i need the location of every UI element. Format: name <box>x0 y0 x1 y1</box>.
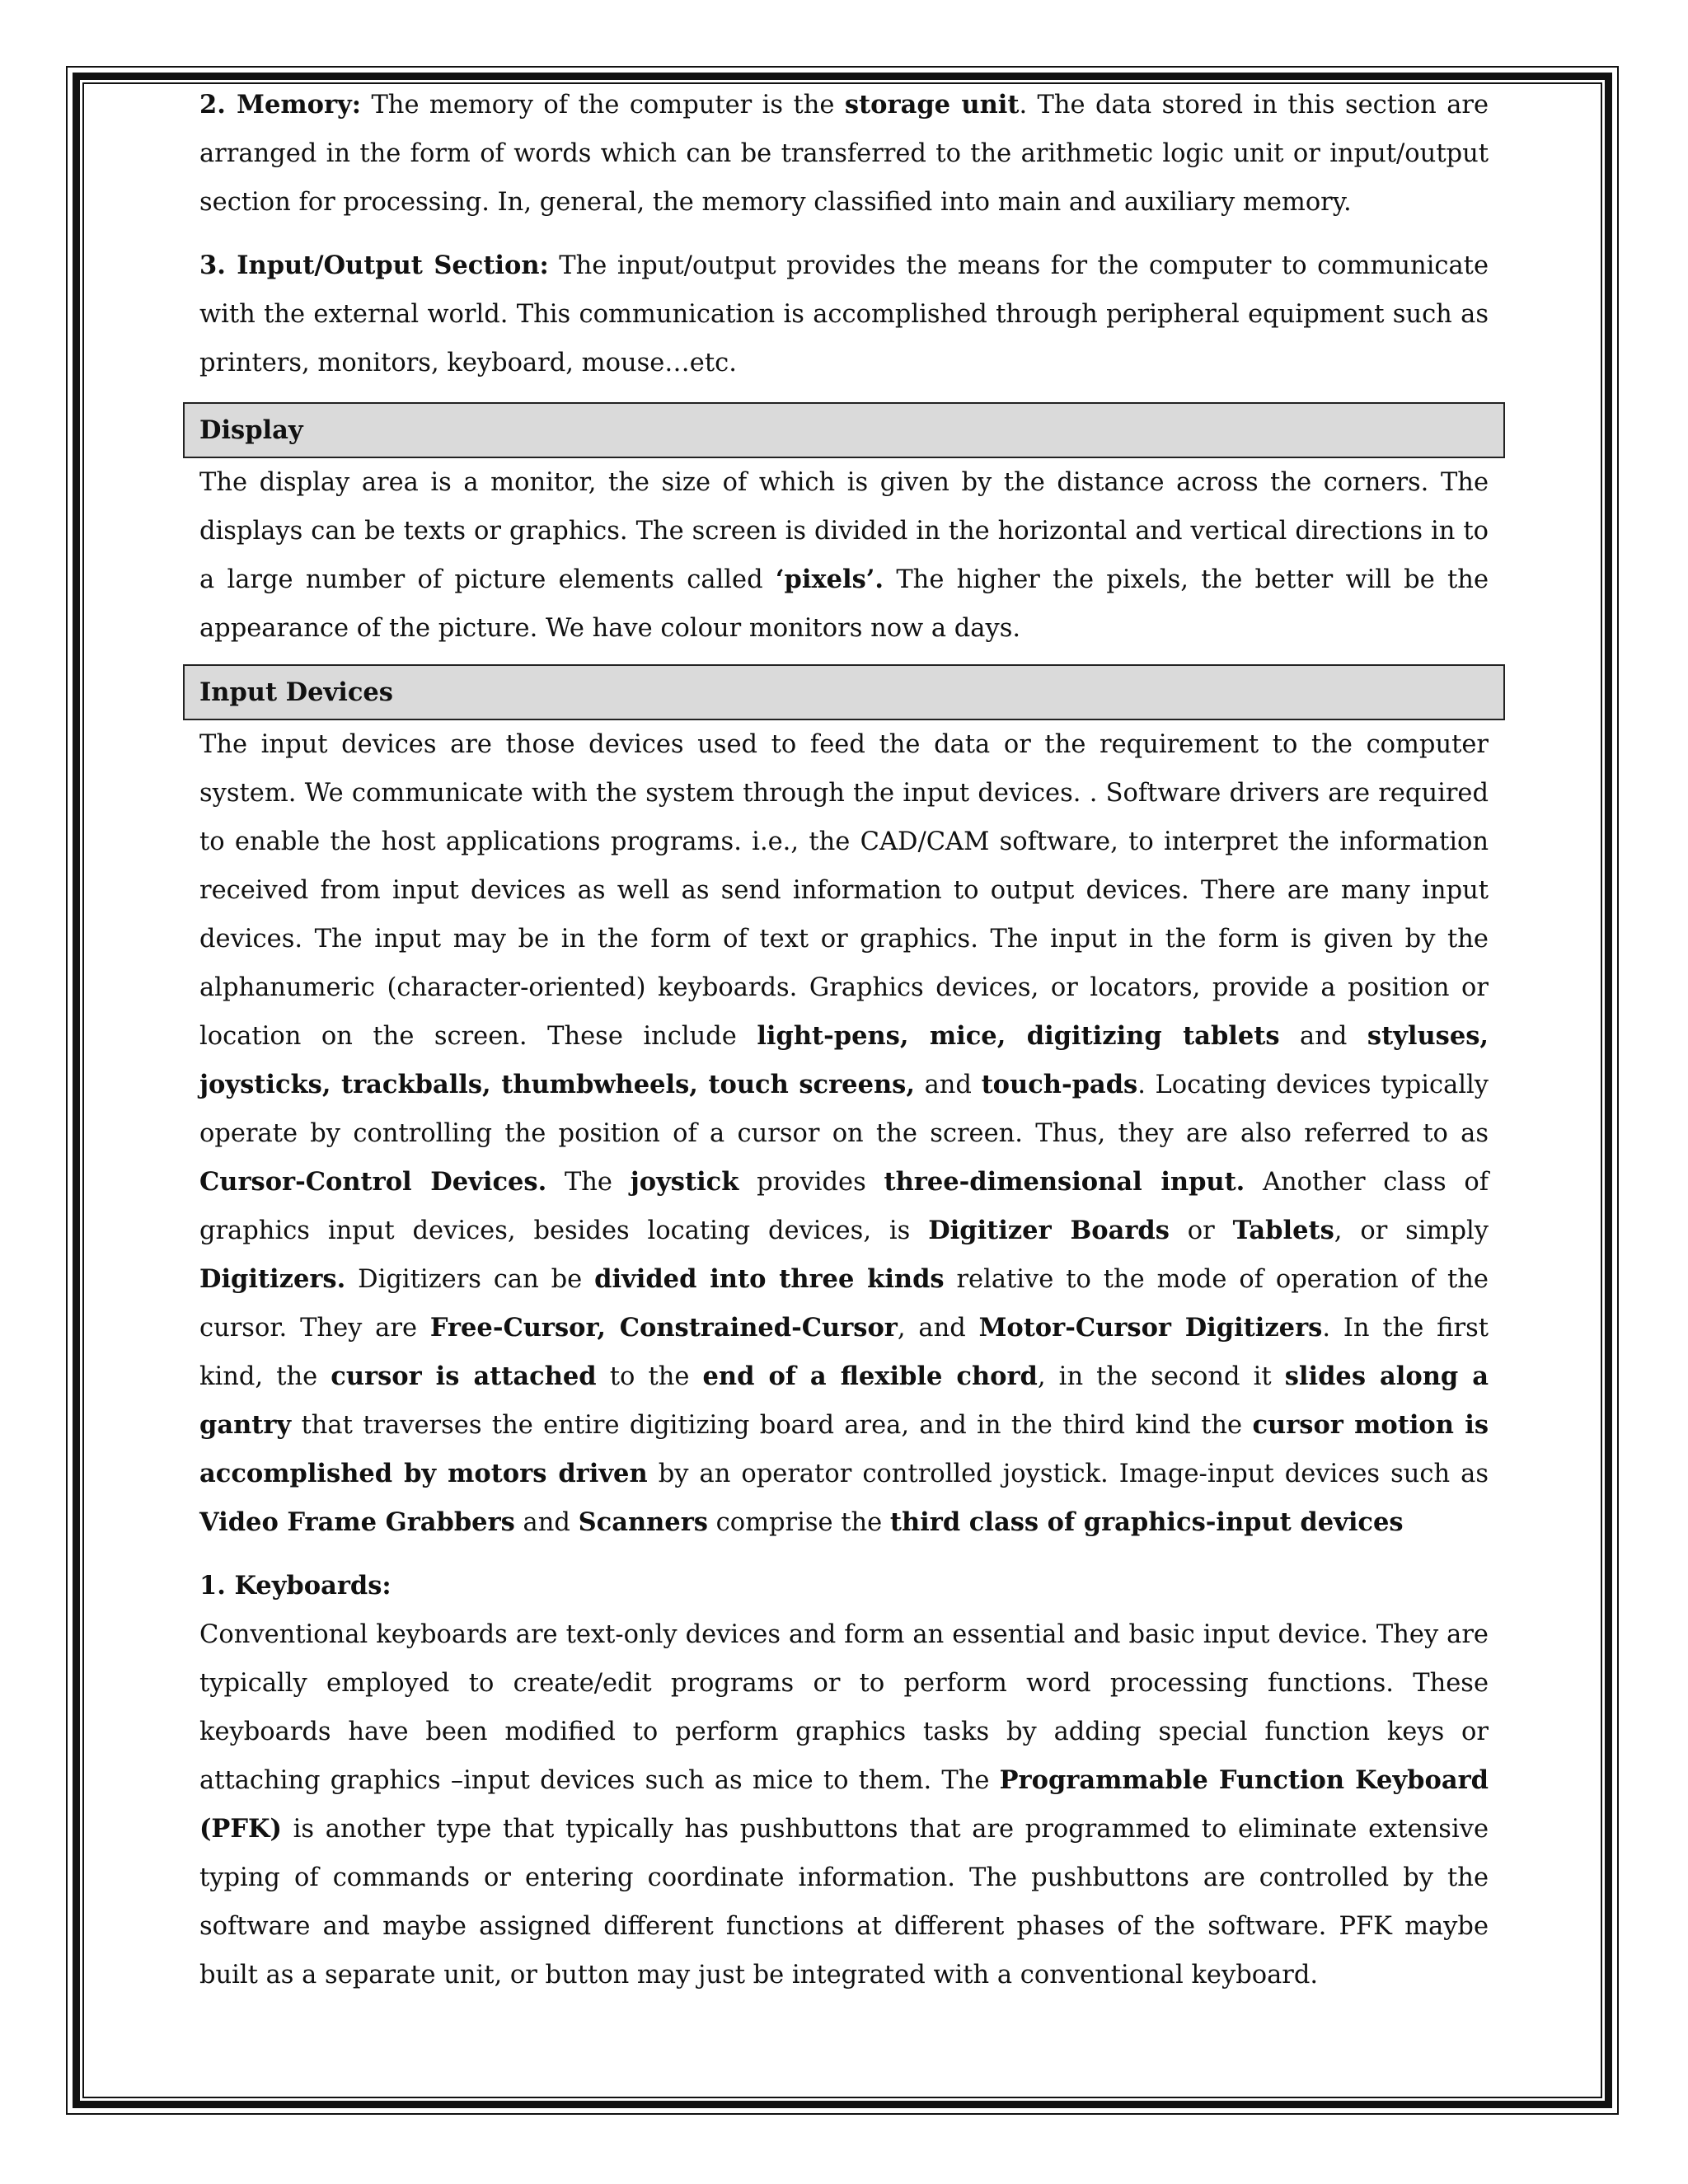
input-bold-1: light-pens, mice, digitizing tablets <box>757 1021 1280 1051</box>
memory-text-2: . The data stored in this section are arranged in the form of words which can be transferred to the arithmetic logic unit or input/output section for processing. In, general, the memory classified into main and auxiliary memory. <box>199 91 1489 217</box>
input-bold-3: touch-pads <box>981 1070 1138 1099</box>
memory-bold-storage-unit: storage unit <box>844 90 1020 120</box>
display-paragraph <box>199 458 1489 653</box>
input-text-4: . Locating devices typically operate by controlling the position of a cursor on the screen. Thus, they are also referred to as <box>199 1071 1489 1148</box>
input-text-2: and <box>1279 1022 1367 1051</box>
input-text-10: Digitizers can be <box>345 1265 595 1294</box>
display-bold-pixels: ‘pixels’. <box>775 565 884 594</box>
memory-heading: 2. Memory: <box>199 90 362 120</box>
input-text-9: , or simply <box>1334 1216 1489 1245</box>
input-bold-12: Motor-Cursor Digitizers <box>978 1313 1323 1343</box>
keyboards-paragraph <box>199 1610 1489 1999</box>
io-heading: 3. Input/Output Section: <box>199 251 549 280</box>
display-section-header: Display <box>183 402 1505 458</box>
memory-text-1: The memory of the computer is the <box>361 91 845 120</box>
input-bold-7: Digitizer Boards <box>928 1216 1170 1245</box>
input-bold-6: three-dimensional input. <box>884 1167 1245 1197</box>
io-text-1: The input/output provides the means for the computer to communicate with the external world. This communication is accomplished through peripheral equipment such as printers, monitors, keyboard, mouse…etc. <box>199 251 1489 377</box>
input-bold-11: Free-Cursor, Constrained-Cursor <box>429 1313 898 1343</box>
input-bold-2: styluses, joysticks, trackballs, thumbwheels, touch screens, <box>199 1021 1489 1099</box>
keyboards-text-1: Conventional keyboards are text-only devices and form an essential and basic input device. They are typically employed to create/edit programs or to perform word processing functions. These keyboards have been modified to perform graphics tasks by adding special function keys or attaching graphics –input devices such as mice to them. The <box>199 1620 1489 1795</box>
input-bold-8: Tablets <box>1232 1216 1334 1245</box>
input-bold-15: slides along a gantry <box>199 1361 1489 1440</box>
input-bold-17: Video Frame Grabbers <box>199 1507 515 1537</box>
input-text-3: and <box>914 1071 982 1099</box>
input-bold-16: cursor motion is accomplished by motors driven <box>199 1410 1489 1488</box>
input-bold-18: Scanners <box>578 1507 708 1537</box>
input-text-8: or <box>1169 1216 1233 1245</box>
display-text-1: The display area is a monitor, the size of which is given by the distance across the corners. The displays can be texts or graphics. The screen is divided in the horizontal and vertical directions in to a large number of picture elements called <box>199 468 1489 594</box>
input-text-7: Another class of graphics input devices, besides locating devices, is <box>199 1168 1489 1245</box>
input-text-14: to the <box>596 1362 703 1391</box>
input-text-1: The input devices are those devices used to feed the data or the requirement to the computer system. We communicate with the system through the input devices. . Software drivers are required to enable the host applications programs. i.e., the CAD/CAM software, to interpret the information received from input devices as well as send information to output devices. There are many input devices. The input may be in the form of text or graphics. The input in the form is given by the alphanumeric (character-oriented) keyboards. Graphics devices, or locators, provide a position or location on the screen. These include <box>199 730 1489 1051</box>
input-bold-14: end of a flexible chord <box>702 1361 1038 1391</box>
input-text-17: by an operator controlled joystick. Image-input devices such as <box>647 1460 1489 1488</box>
input-text-12: , and <box>897 1314 979 1343</box>
document-body <box>199 81 1489 1999</box>
input-bold-9: Digitizers. <box>199 1264 346 1294</box>
io-paragraph <box>199 241 1489 387</box>
input-devices-section-header: Input Devices <box>183 664 1505 720</box>
input-devices-paragraph <box>199 720 1489 1547</box>
input-text-19: comprise the <box>707 1508 890 1537</box>
input-text-16: that traverses the entire digitizing board area, and in the third kind the <box>291 1411 1253 1440</box>
input-bold-10: divided into three kinds <box>594 1264 945 1294</box>
input-text-11: relative to the mode of operation of the cursor. They are <box>199 1265 1489 1343</box>
memory-paragraph <box>199 81 1489 227</box>
input-bold-5: joystick <box>630 1167 739 1197</box>
input-bold-4: Cursor-Control Devices. <box>199 1167 547 1197</box>
input-bold-13: cursor is attached <box>331 1361 597 1391</box>
display-text-2: The higher the pixels, the better will be the appearance of the picture. We have colour monitors now a days. <box>199 565 1489 643</box>
keyboards-bold-pfk: Programmable Function Keyboard (PFK) <box>199 1765 1489 1844</box>
input-text-15: , in the second it <box>1037 1362 1285 1391</box>
input-bold-19: third class of graphics-input devices <box>889 1507 1404 1537</box>
input-text-6: provides <box>738 1168 884 1197</box>
input-text-18: and <box>514 1508 579 1537</box>
keyboards-heading: 1. Keyboards: <box>199 1571 392 1601</box>
input-text-5: The <box>546 1168 631 1197</box>
input-text-13: . In the first kind, the <box>199 1314 1489 1391</box>
keyboards-text-2: is another type that typically has pushbuttons that are programmed to eliminate extensive typing of commands or entering coordinate information. The pushbuttons are controlled by the software and maybe assigned different functions at different phases of the software. PFK maybe built as a separate unit, or button may just be integrated with a conventional keyboard. <box>199 1815 1489 1990</box>
